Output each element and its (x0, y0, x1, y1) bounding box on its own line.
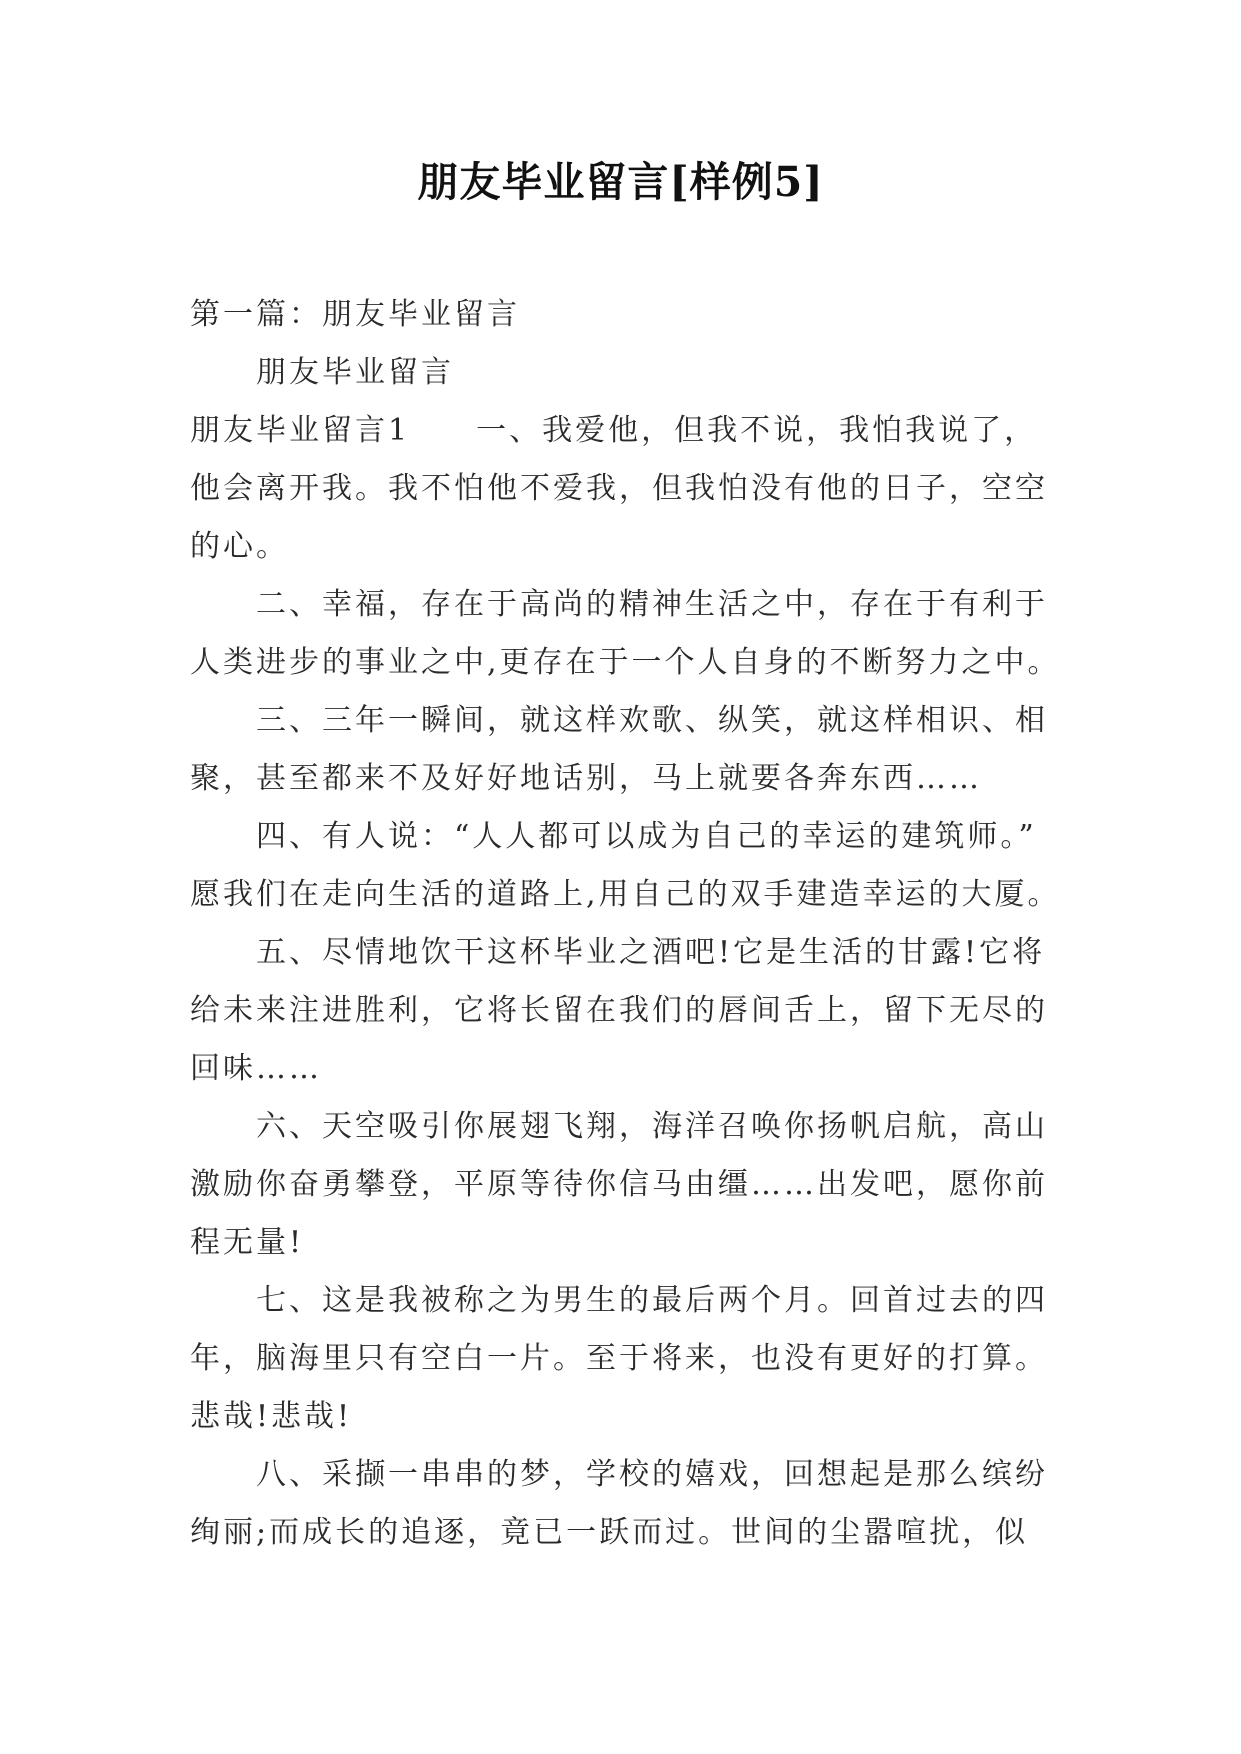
paragraph-line: 的心。 (190, 529, 289, 564)
paragraph-line: 聚，甚至都来不及好好地话别，马上就要各奔东西…… (190, 761, 982, 796)
paragraph-line: 三、三年一瞬间，就这样欢歌、纵笑，就这样相识、相 (256, 703, 1048, 738)
paragraph-line: 他会离开我。我不怕他不爱我，但我怕没有他的日子，空空 (190, 471, 1048, 506)
paragraph-line: 回味…… (190, 1051, 322, 1086)
paragraph-line: 人类进步的事业之中,更存在于一个人自身的不断努力之中。 (190, 645, 1061, 680)
paragraph-line: 愿我们在走向生活的道路上,用自己的双手建造幸运的大厦。 (190, 877, 1061, 912)
paragraph-line: 五、尽情地饮干这杯毕业之酒吧!它是生活的甘露!它将 (256, 935, 1046, 970)
paragraph-line: 二、幸福，存在于高尚的精神生活之中，存在于有利于 (256, 587, 1048, 622)
subsection-heading: 朋友毕业留言 (256, 355, 454, 390)
paragraph-line: 绚丽;而成长的追逐，竟已一跃而过。世间的尘嚣喧扰，似 (190, 1515, 1029, 1550)
paragraph-line: 年，脑海里只有空白一片。至于将来，也没有更好的打算。 (190, 1341, 1048, 1376)
paragraph-line: 六、天空吸引你展翅飞翔，海洋召唤你扬帆启航，高山 (256, 1109, 1048, 1144)
paragraph-line: 七、这是我被称之为男生的最后两个月。回首过去的四 (256, 1283, 1048, 1318)
section-heading: 第一篇：朋友毕业留言 (190, 297, 520, 332)
paragraph-line: 八、采撷一串串的梦，学校的嬉戏，回想起是那么缤纷 (256, 1457, 1048, 1492)
paragraph-line: 激励你奋勇攀登，平原等待你信马由缰……出发吧，愿你前 (190, 1167, 1048, 1202)
paragraph-line: 四、有人说：“人人都可以成为自己的幸运的建筑师。” (256, 819, 1037, 854)
document-body (190, 286, 1070, 1562)
paragraph-line: 朋友毕业留言1 一、我爱他，但我不说，我怕我说了， (190, 413, 1038, 448)
paragraph-line: 悲哉!悲哉! (190, 1399, 353, 1434)
document-title: 朋友毕业留言[样例5] (417, 158, 824, 206)
paragraph-line: 程无量! (190, 1225, 305, 1260)
paragraph-line: 给未来注进胜利，它将长留在我们的唇间舌上，留下无尽的 (190, 993, 1048, 1028)
